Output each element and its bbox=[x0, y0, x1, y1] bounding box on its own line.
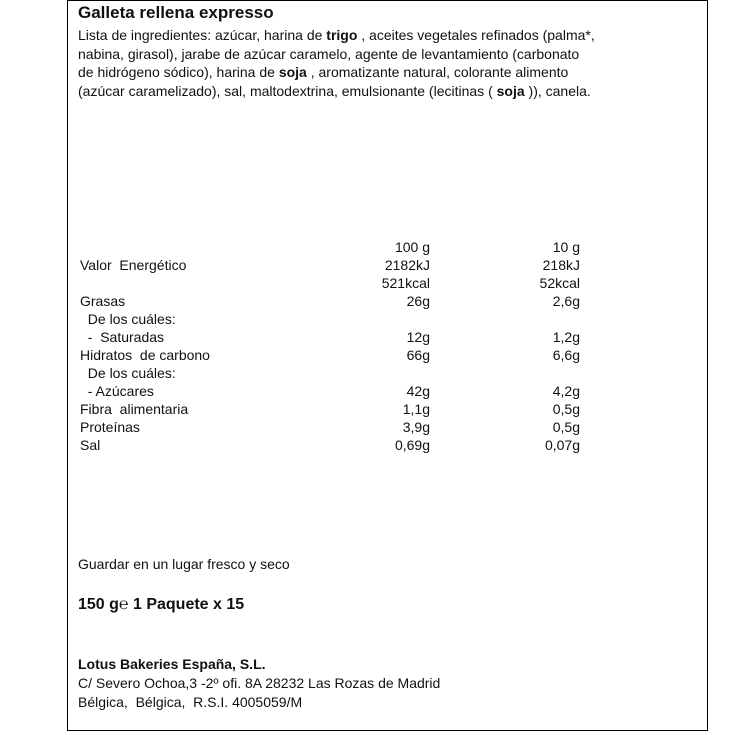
value-per-10g: 0,5g bbox=[552, 419, 580, 435]
nutrition-row-sugars bbox=[0, 383, 735, 401]
nutrition-row-carbs bbox=[0, 347, 735, 365]
value-per-10g: 4,2g bbox=[552, 383, 580, 399]
nutrition-row-fat bbox=[0, 293, 735, 311]
value-per-100g: 66g bbox=[406, 347, 430, 363]
nutrition-row-energy-kcal bbox=[0, 275, 735, 293]
value-per-10g: 218kJ bbox=[542, 257, 580, 273]
ingredients-text-4: )), canela. bbox=[524, 82, 591, 99]
nutrition-row-protein bbox=[0, 419, 735, 437]
nutrition-label: Hidratos de carbono bbox=[80, 347, 210, 363]
estimated-sign-icon: ℮ bbox=[118, 596, 129, 613]
allergen-soja: soja bbox=[278, 64, 307, 80]
value-per-100g: 521kcal bbox=[381, 275, 430, 291]
value-per-10g: 0,07g bbox=[544, 437, 580, 453]
value-per-10g: 2,6g bbox=[552, 293, 580, 309]
value-per-100g: 1,1g bbox=[402, 401, 430, 417]
value-per-100g: 26g bbox=[406, 293, 430, 309]
nutrition-label: - Saturadas bbox=[80, 329, 165, 345]
nutrition-label: Grasas bbox=[80, 293, 126, 309]
company-address: C/ Severo Ochoa,3 -2º ofi. 8A 28232 Las Rozas de Madrid bbox=[78, 675, 441, 691]
value-per-100g: 3,9g bbox=[402, 419, 430, 435]
value-per-100g: 0,69g bbox=[394, 437, 430, 453]
package-quantity: 1 Paquete x 15 bbox=[132, 596, 245, 613]
allergen-soja-2: soja bbox=[496, 82, 525, 99]
nutrition-row-salt bbox=[0, 437, 735, 455]
value-per-10g: 0,5g bbox=[552, 401, 580, 417]
net-weight: 150 g bbox=[78, 596, 119, 613]
storage-instructions: Guardar en un lugar fresco y seco bbox=[78, 556, 290, 572]
nutrition-label: Sal bbox=[80, 437, 101, 453]
nutrition-row-energy-kj bbox=[0, 257, 735, 275]
ingredients-text-2: , aceites vegetales refinados (palma*, nabina, girasol), jarabe de azúcar caramelo, agente de levantamiento (carbonato de hidrógeno sódico), harina de bbox=[78, 27, 595, 80]
package-info bbox=[78, 596, 244, 614]
product-title: Galleta rellena expresso bbox=[78, 3, 274, 22]
nutrition-label: De los cuáles: bbox=[80, 365, 176, 381]
nutrition-label: Proteínas bbox=[80, 419, 140, 435]
ingredients-text-3: , aromatizante natural, colorante alimento (azúcar caramelizado), sal, maltodextrina, emulsionante (lecitinas ( bbox=[78, 64, 569, 99]
value-per-10g: 1,2g bbox=[552, 329, 580, 345]
allergen-trigo: trigo bbox=[326, 27, 358, 43]
column-header-10g: 10 g bbox=[552, 239, 580, 255]
nutrition-row-saturated bbox=[0, 329, 735, 347]
ingredients-text-1: Lista de ingredientes: azúcar, harina de bbox=[78, 27, 327, 43]
ingredients-list bbox=[78, 26, 598, 100]
company-address-block bbox=[78, 674, 440, 711]
nutrition-label: De los cuáles: bbox=[80, 311, 176, 327]
nutrition-row-carbs-sub bbox=[0, 365, 735, 383]
nutrition-header-row bbox=[0, 239, 735, 257]
nutrition-label: Valor Energético bbox=[80, 257, 187, 273]
company-registry: Bélgica, Bélgica, R.S.I. 4005059/M bbox=[78, 693, 303, 710]
nutrition-row-fibre bbox=[0, 401, 735, 419]
company-name: Lotus Bakeries España, S.L. bbox=[78, 656, 266, 672]
value-per-10g: 52kcal bbox=[539, 275, 580, 291]
column-header-100g: 100 g bbox=[394, 239, 430, 255]
value-per-100g: 12g bbox=[406, 329, 430, 345]
value-per-10g: 6,6g bbox=[552, 347, 580, 363]
value-per-100g: 2182kJ bbox=[384, 257, 430, 273]
nutrition-row-fat-sub bbox=[0, 311, 735, 329]
value-per-100g: 42g bbox=[406, 383, 430, 399]
nutrition-label: Fibra alimentaria bbox=[80, 401, 189, 417]
nutrition-label: - Azúcares bbox=[80, 383, 154, 399]
